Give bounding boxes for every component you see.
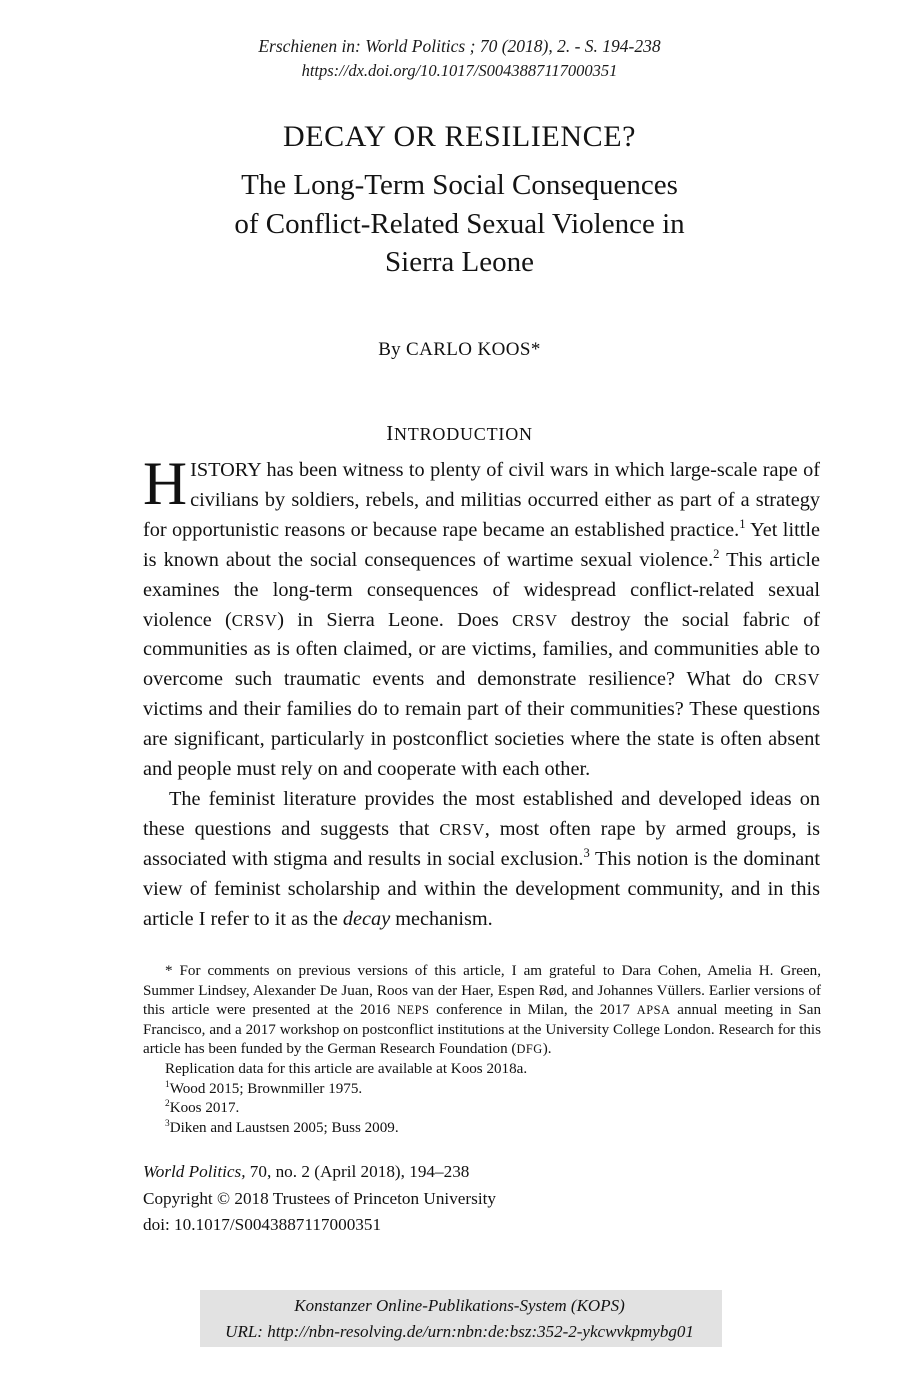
acronym-dfg: DFG	[516, 1042, 543, 1057]
p2-segment-c: This notion is the dominant view of feminist scholarship and within the development community, and in this article I refer to it as the	[143, 847, 820, 930]
p1-segment-f: victims and their families do to remain part of their communities? These questions are significant, particularly in postconflict societies where the state is often absent and people must rely on and cooperate with each other.	[143, 698, 820, 781]
journal-volume-pages: 70, no. 2 (April 2018), 194–238	[245, 1162, 470, 1181]
article-subtitle	[120, 166, 799, 282]
footnote-1	[143, 1080, 821, 1100]
byline	[0, 339, 919, 361]
footnote-1-marker: 1	[165, 1079, 170, 1090]
p1-segment-a: has been witness to plenty of civil wars in which large-scale rape of civilians by soldiers, rebels, and militias occurred either as part of a strategy for opportunistic reasons or because rape became an established practice.	[143, 459, 820, 541]
footnote-star-d: ).	[542, 1041, 552, 1058]
page-title: DECAY OR RESILIENCE?	[282, 120, 637, 153]
acronym-crsv: CRSV	[439, 819, 485, 839]
subtitle-line-2: of Conflict-Related Sexual Violence in	[234, 207, 685, 240]
acronym-apsa: APSA	[636, 1003, 671, 1018]
acronym-neps: NEPS	[397, 1003, 430, 1018]
footnote-ref-3[interactable]: 3	[583, 846, 590, 861]
section-heading-initial: I	[386, 421, 394, 445]
acronym-crsv: CRSV	[774, 670, 820, 690]
footnote-2-text: Koos 2017.	[169, 1100, 240, 1117]
subtitle-line-1: The Long-Term Social Consequences	[241, 169, 678, 201]
doi-line: doi: 10.1017/S0043887117000351	[143, 1215, 382, 1234]
journal-name: World Politics,	[143, 1162, 246, 1181]
subtitle-line-3: Sierra Leone	[385, 246, 534, 279]
author-name: CARLO KOOS*	[406, 339, 541, 360]
repository-doi-link[interactable]: https://dx.doi.org/10.1017/S0043887117000351	[301, 60, 618, 80]
kops-system-name: Konstanzer Online-Publikations-System (KOPS)	[294, 1296, 625, 1315]
p1-segment-e: destroy the social fabric of communities as is often claimed, or are victims, families, and communities able to overcome such traumatic events and demonstrate resilience? What do	[143, 608, 821, 691]
repository-citation-line: Erschienen in: World Politics ; 70 (2018), 2. - S. 194-238	[258, 36, 661, 56]
body-text-column	[143, 451, 821, 935]
footnote-replication-data: Replication data for this article are available at Koos 2018a.	[165, 1060, 528, 1077]
footnote-ref-2[interactable]: 2	[713, 546, 720, 561]
footnote-3-marker: 3	[165, 1118, 170, 1129]
drop-cap: H	[143, 451, 188, 518]
p1-segment-d: ) in Sierra Leone. Does	[277, 608, 513, 631]
p2-segment-a: The feminist literature provides the most established and developed ideas on these questions and suggests that	[143, 787, 820, 840]
footnote-ref-1[interactable]: 1	[739, 517, 746, 532]
copyright-line: Copyright © 2018 Trustees of Princeton University	[143, 1188, 496, 1208]
journal-imprint	[143, 1159, 743, 1239]
p1-smallcaps-opening: ISTORY	[190, 459, 262, 481]
term-decay: decay	[342, 907, 391, 930]
p1-segment-b: Yet little is known about the social consequences of wartime sexual violence.	[143, 518, 820, 571]
article-title-block	[120, 122, 799, 282]
byline-prefix: By	[378, 339, 407, 360]
footnote-3	[143, 1119, 821, 1139]
footnote-star-b: conference in Milan, the 2017	[429, 1002, 637, 1019]
p2-segment-b: , most often rape by armed groups, is associated with stigma and results in social exclusion.	[143, 817, 821, 870]
p1-segment-c: This article examines the long-term consequences of widespread conflict-related sexual violence (	[143, 548, 820, 631]
acronym-crsv: CRSV	[231, 610, 278, 630]
footnote-2	[143, 1099, 821, 1119]
footnote-2-marker: 2	[165, 1099, 170, 1110]
footnote-3-text: Diken and Laustsen 2005; Buss 2009.	[169, 1119, 399, 1136]
repository-header	[0, 34, 919, 82]
footnotes-block	[143, 962, 821, 1138]
section-heading-rest: NTRODUCTION	[394, 424, 533, 444]
footnote-star-c: annual meeting in San Francisco, and a 2017 workshop on postconflict institutions at the University College London. Research for this article has been funded by the German Research Foundation (	[143, 1002, 822, 1058]
p2-segment-d: mechanism.	[390, 907, 493, 930]
kops-footer-text	[0, 1293, 919, 1345]
section-heading-introduction	[0, 421, 919, 446]
footnote-star	[143, 962, 821, 1060]
kops-url[interactable]: URL: http://nbn-resolving.de/urn:nbn:de:bsz:352-2-ykcwvkpmybg01	[225, 1321, 694, 1341]
paragraph-2	[143, 785, 820, 935]
paragraph-1	[143, 451, 821, 785]
imprint-citation-line	[143, 1159, 743, 1186]
footnote-star-a: * For comments on previous versions of this article, I am grateful to Dara Cohen, Amelia H. Green, Summer Lindsey, Alexander De Juan, Roos van der Haer, Espen Rød, and Johannes Vüllers. Earlier versions of this article were presented at the 2016	[143, 963, 821, 1019]
footnote-1-text: Wood 2015; Brownmiller 1975.	[169, 1080, 363, 1097]
acronym-crsv: CRSV	[512, 610, 558, 630]
